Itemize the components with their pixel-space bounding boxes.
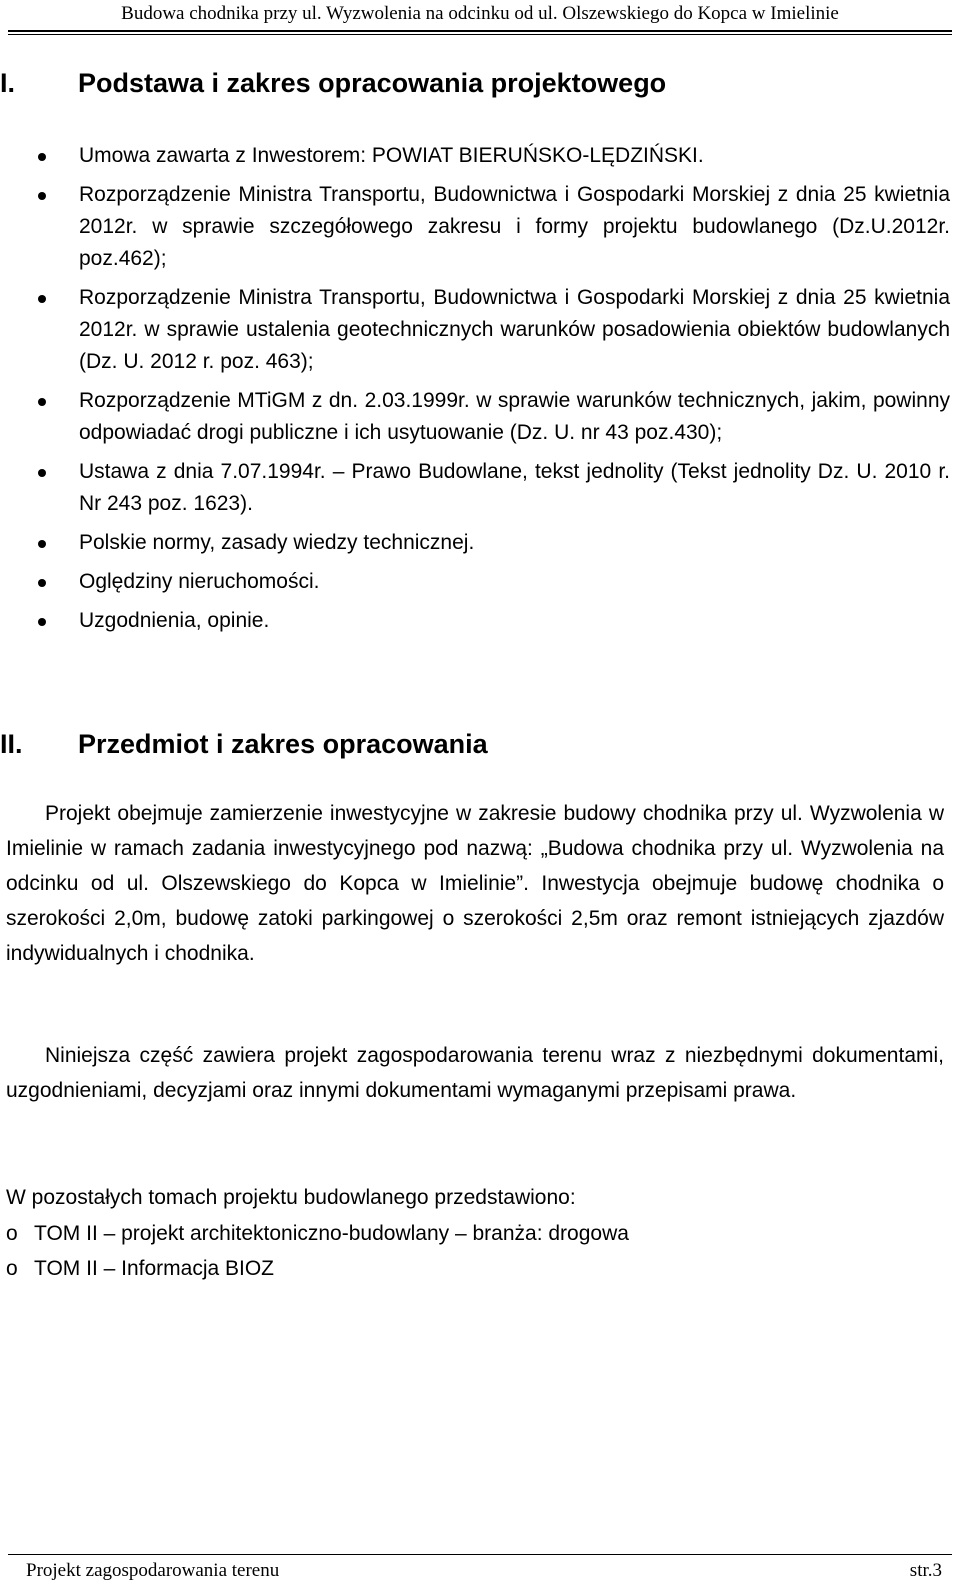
circle-bullet-icon: o [6, 1222, 18, 1245]
header-divider-thin [8, 34, 952, 35]
bullet-icon [38, 192, 46, 200]
list-item: Rozporządzenie Ministra Transportu, Budownictwa i Gospodarki Morskiej z dnia 25 kwietnia 2012r. w sprawie ustalenia geotechnicznych warunków posadowienia obiektów budowlanych (Dz. U. 2012 r. poz. 463); [0, 282, 960, 378]
footer-doc-title: Projekt zagospodarowania terenu [26, 1560, 280, 1581]
list-item: Ustawa z dnia 7.07.1994r. – Prawo Budowlane, tekst jednolity (Tekst jednolity Dz. U. 2010 r. Nr 243 poz. 1623). [0, 456, 960, 520]
list-item: Rozporządzenie MTiGM z dn. 2.03.1999r. w sprawie warunków technicznych, jakim, powinny odpowiadać drogi publiczne i ich usytuowanie (Dz. U. nr 43 poz.430); [0, 385, 960, 449]
bullet-icon [38, 540, 46, 548]
page-number: str.3 [909, 1560, 942, 1581]
list-item: Rozporządzenie Ministra Transportu, Budownictwa i Gospodarki Morskiej z dnia 25 kwietnia 2012r. w sprawie szczegółowego zakresu i formy projektu budowlanego (Dz.U.2012r. poz.462); [0, 179, 960, 275]
section-2-paragraph-3: W pozostałych tomach projektu budowlanego przedstawiono: [6, 1186, 576, 1209]
running-header [0, 0, 960, 32]
list-item: Oględziny nieruchomości. [0, 566, 960, 598]
bullet-icon [38, 469, 46, 477]
section-1-number: I. [0, 68, 16, 98]
section-1-title: Podstawa i zakres opracowania projektowego [78, 68, 667, 98]
section-1-list [0, 140, 960, 644]
section-2-sublist [0, 1216, 960, 1286]
bullet-icon [38, 579, 46, 587]
list-item: Umowa zawarta z Inwestorem: POWIAT BIERUŃSKO-LĘDZIŃSKI. [0, 140, 960, 172]
bullet-icon [38, 618, 46, 626]
section-2-number: II. [0, 729, 23, 759]
page-footer [26, 1560, 942, 1586]
footer-divider [8, 1554, 952, 1555]
bullet-icon [38, 398, 46, 406]
section-2-paragraph-1: Projekt obejmuje zamierzenie inwestycyjne w zakresie budowy chodnika przy ul. Wyzwolenia w Imielinie w ramach zadania inwestycyjnego pod nazwą: „Budowa chodnika przy ul. Wyzwolenia na odcinku od ul. Olszewskiego do Kopca w Imielinie”. Inwestycja obejmuje budowę chodnika o szerokości 2,0m, budowę zatoki parkingowej o szerokości 2,5m oraz remont istniejących zjazdów indywidualnych i chodnika. [6, 802, 944, 965]
circle-bullet-icon: o [6, 1257, 18, 1280]
section-2-title: Przedmiot i zakres opracowania [78, 729, 488, 759]
bullet-icon [38, 153, 46, 161]
bullet-icon [38, 295, 46, 303]
list-item: o TOM II – Informacja BIOZ [0, 1251, 960, 1286]
header-divider [8, 30, 952, 32]
list-item: Uzgodnienia, opinie. [0, 605, 960, 637]
list-item: o TOM II – projekt architektoniczno-budowlany – branża: drogowa [0, 1216, 960, 1251]
section-2-paragraph-2: Niniejsza część zawiera projekt zagospodarowania terenu wraz z niezbędnymi dokumentami, uzgodnieniami, decyzjami oraz innymi dokumentami wymaganymi przepisami prawa. [6, 1044, 944, 1102]
running-header-title: Budowa chodnika przy ul. Wyzwolenia na odcinku od ul. Olszewskiego do Kopca w Imielinie [121, 3, 839, 24]
list-item: Polskie normy, zasady wiedzy technicznej. [0, 527, 960, 559]
